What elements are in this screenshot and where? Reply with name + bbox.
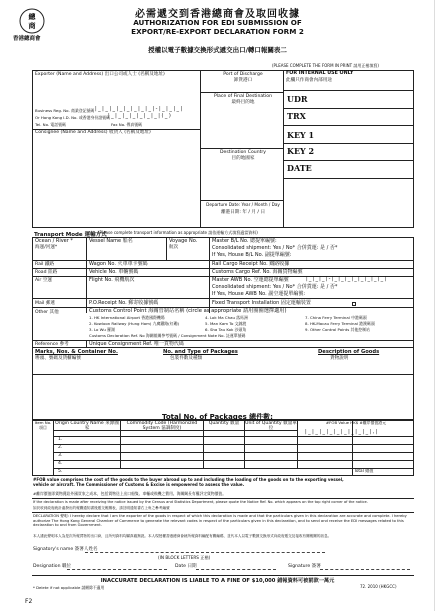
control-point-2[interactable]: 2. Kowloon Railway (Hung Hom) 九廣鐵路(紅磡) bbox=[89, 321, 179, 326]
departure-zh: 離港日期: 年 / 月 / 日 bbox=[220, 210, 266, 215]
divider bbox=[53, 460, 414, 461]
signatory-label: Signatory's name 簽署人姓名 bbox=[33, 547, 98, 552]
mail-label[interactable]: Mail 郵遞 bbox=[35, 301, 55, 306]
inaccurate-warning: INACCURATE DECLARATION IS LIABLE TO A FINE OF $10,000 錯報資料可被罰款一萬元 bbox=[100, 578, 335, 584]
page-code: F2 bbox=[25, 598, 33, 605]
svg-text:商: 商 bbox=[28, 21, 36, 30]
col-item: Item No. 項目 bbox=[34, 420, 52, 430]
destination-country-zh: 目的地國家 bbox=[231, 156, 255, 161]
col-unit: Unit of Quantity 數量單位 bbox=[245, 421, 297, 432]
business-reg-field[interactable]: |_|_|_|_|_|_|_|_|-|_|_|_| bbox=[95, 106, 184, 112]
fob-note: #FOB value comprises the cost of the goods to the buyer abroad up to and including the loading of the goods on to the exporting vessel, vehicle or aircraft. The Commissioner of Customs & Excise is empowered to assess the value. bbox=[33, 477, 344, 487]
control-point-label: Customs Control Point 海關管制站名稱 (circle as appropriate 請用圈圈選擇適用) bbox=[89, 308, 287, 314]
col-commodity: Commodity Code (Harmonized System 協調制度) bbox=[126, 421, 198, 432]
customs-cargo-label: Customs Cargo Ref. No. 海關貨物編號 bbox=[212, 269, 303, 275]
road-label[interactable]: Road 陸路 bbox=[35, 270, 58, 275]
date-sign-label: Date 日期 bbox=[175, 564, 197, 569]
divider bbox=[32, 575, 414, 576]
divider bbox=[200, 148, 283, 149]
subtitle-zh: 授權以電子數據交換形式遞交出口/轉口報關表二 bbox=[148, 46, 287, 54]
signature-line[interactable] bbox=[320, 569, 410, 570]
air-label[interactable]: Air 空運 bbox=[35, 278, 52, 283]
date-line[interactable] bbox=[196, 569, 276, 570]
vehicle-label: Vehicle No. 車輛號碼 bbox=[89, 269, 139, 275]
departure-label: Departure Date: Year / Month / Day bbox=[206, 202, 280, 207]
title-zh: 必需遞交到香港總商會及取回收據 bbox=[135, 9, 300, 20]
transport-note: (Please complete transport information as appropriate 請依運輸方式填寫適當資料) bbox=[98, 230, 258, 235]
destination-country-label: Destination Country bbox=[219, 150, 267, 155]
key1-label: KEY 1 bbox=[287, 130, 315, 140]
row-label: 1. bbox=[58, 437, 63, 442]
tel-label: Tel. No. 電話號碼 bbox=[35, 122, 66, 127]
hkid-label: Or Hong Kong I.D. No. 或香港身份證號碼 bbox=[35, 115, 110, 120]
designation-line[interactable] bbox=[67, 569, 167, 570]
transport-heading: Transport Mode 運輸方式 bbox=[34, 232, 107, 238]
voyage-zh: 航次 bbox=[169, 245, 179, 250]
divider bbox=[200, 200, 283, 201]
block-letters-label: (IN BLOCK LETTERS 正楷) bbox=[158, 555, 211, 560]
port-discharge-zh: 卸貨港口 bbox=[233, 78, 253, 83]
wagon-label: Wagon No. 火車車卡號碼 bbox=[89, 261, 148, 267]
divider bbox=[32, 347, 414, 348]
trx-label: TRX bbox=[287, 111, 306, 121]
ocean-zh: 海運/河運* bbox=[35, 245, 58, 250]
divider bbox=[283, 125, 414, 126]
rail-cargo-label: Rail Cargo Receipt No. 鐵路收據 bbox=[212, 261, 290, 267]
master-awb-label: Master AWB No. 空運總提單編號 bbox=[212, 277, 289, 283]
row-label: 3. bbox=[58, 453, 63, 458]
divider bbox=[53, 430, 297, 431]
other-label[interactable]: Other 其他 bbox=[35, 310, 59, 315]
exporter-label: Exporter (Name and Address) 出口公司或人士 (名稱及地址) bbox=[35, 72, 165, 77]
final-destination-label: Place of Final Destination bbox=[214, 94, 272, 99]
control-point-8[interactable]: 8. HK-Macau Ferry Terminal 港澳碼頭 bbox=[305, 321, 375, 326]
signature-label: Signature 簽署 bbox=[288, 564, 321, 569]
divider bbox=[32, 298, 414, 299]
final-destination-zh: 最終目的地 bbox=[231, 100, 255, 105]
fob-digit-boxes: |_|_|_|_|_|_|_|_|_|,| bbox=[305, 429, 380, 435]
business-reg-label: Business Reg. No. 商業登記號碼 bbox=[35, 108, 95, 113]
divider bbox=[86, 340, 87, 347]
control-point-3[interactable]: 3. Lo Wu 羅湖 bbox=[89, 327, 115, 332]
consignee-label: Consignee (Name and Address) 收貨人 (名稱及地址) bbox=[35, 130, 151, 135]
control-point-1[interactable]: 1. HK International Airport 香港國際機場 bbox=[89, 315, 165, 320]
fob-note-zh: #離岸價值即貨物賣給外國買家之成本，包括貨物送上出口船隻、車輛或飛機之費用。海關關長有權評定貨物價值。 bbox=[33, 491, 227, 496]
divider bbox=[283, 108, 414, 109]
notice-note-zh: 如於收到政府統計處發出的報關通知書後遞交報關表，請註明通知書右上角之參考編號 bbox=[33, 506, 170, 510]
title-en-line2: EXPORT/RE-EXPORT DECLARATION FORM 2 bbox=[131, 27, 304, 36]
description-zh: 貨物說明 bbox=[330, 356, 349, 361]
rail-label[interactable]: Rail 鐵路 bbox=[35, 262, 55, 267]
divider bbox=[200, 92, 283, 93]
col-origin: Origin Country Name 來源國家 bbox=[55, 421, 119, 432]
row-label: 5. bbox=[58, 469, 63, 474]
voyage-label: Voyage No. bbox=[169, 238, 198, 244]
packages-zh: 包裝件數及種類 bbox=[170, 356, 203, 361]
row-label: 4. bbox=[58, 461, 63, 466]
reference-label: Reference 參考 bbox=[35, 342, 69, 347]
total-value-label: Total 總值 bbox=[354, 468, 374, 473]
fax-label: Fax No. 傳真號碼 bbox=[111, 122, 143, 127]
unique-ref-label: Unique Consignment Ref. 唯一貨物代碼 bbox=[89, 341, 184, 347]
vessel-label: Vessel Name 船名 bbox=[89, 238, 133, 244]
internal-use-zh: 此欄只作商會內部用途 bbox=[286, 78, 332, 83]
po-receipt-label: P.O.Receipt No. 郵寄收據號碼 bbox=[89, 300, 159, 306]
divider bbox=[283, 160, 414, 161]
svg-text:總: 總 bbox=[28, 12, 36, 21]
port-discharge-label: Port of Discharge bbox=[223, 72, 263, 77]
master-awb-field[interactable]: |_|_|_|-|_|_|_|_|_|_|_|_| bbox=[306, 276, 388, 282]
delete-note: * Delete if not applicable 請刪除不適用 bbox=[33, 585, 105, 590]
divider bbox=[86, 237, 87, 313]
udr-label: UDR bbox=[287, 94, 308, 104]
consolidated-bl[interactable]: Consolidated shipment: Yes / No* 合併貨運: 是 / 否* bbox=[212, 245, 338, 251]
row-label: 2. bbox=[58, 445, 63, 450]
internal-use-label: FOR INTERNAL USE ONLY bbox=[286, 71, 354, 76]
consolidated-awb[interactable]: Consolidated shipment: Yes / No* 合併貨運: 是 / 否* bbox=[212, 284, 338, 290]
divider bbox=[200, 70, 201, 228]
declaration-zh: 本人謹此聲明本人為是次所報貨物的出口商，且所列資料均屬真確無訛。本人現授權香港總商會就所報資料編配有關編碼，並代本人以電子數據交換形式向政府遞交及接收有關報關的訊息。 bbox=[33, 534, 332, 538]
divider bbox=[53, 452, 414, 453]
divider bbox=[283, 178, 414, 179]
control-point-7[interactable]: 7. China Ferry Terminal 中港碼頭 bbox=[305, 315, 367, 320]
hkid-field[interactable]: |_|_|_|_|_|_|_|(_) bbox=[108, 113, 173, 119]
control-point-9[interactable]: 9. Other Control Points 其他控制站 bbox=[305, 327, 370, 332]
total-packages-label: Total No. of Packages 總件數: bbox=[162, 413, 273, 421]
divider bbox=[32, 498, 414, 499]
divider bbox=[283, 70, 284, 228]
master-bl-label: Master B/L No. 總提單編號: bbox=[212, 238, 277, 244]
declaration-text: DECLARATION 聲明: I hereby declare that I am the exporter of the goods in respect of which this declaration is made and that the particulars given in this declaration are accurate and complete. I hereby authorize The Hong Kong General Chamber of Commerce to generate the relevant codes in respect of the particulars given in this declaration, and to send and receive the EDI messages related to this declaration to and from Government. bbox=[33, 514, 407, 528]
fixed-transport-label: Fixed Transport Installation 固定運輸裝置 bbox=[212, 300, 311, 306]
ocean-label[interactable]: Ocean / River * bbox=[35, 238, 73, 244]
divider bbox=[166, 237, 167, 260]
divider bbox=[209, 237, 210, 313]
house-bl-label: If Yes, House B/L No. 副提單編號: bbox=[212, 252, 292, 258]
declaration-ref-label: Customs Declaration Ref. No 海關報關參考號碼 / Consignment Note No. 託運單號碼 bbox=[89, 333, 246, 338]
notice-note: If the declaration is made after receiving the notice issued by the Census and Statistics Department, please quote the Notice Ref. No. which appears on the top right corner of the notice. bbox=[33, 500, 368, 504]
divider bbox=[283, 90, 414, 91]
packages-label: No. and Type of Packages bbox=[163, 349, 238, 355]
divider bbox=[53, 444, 414, 445]
col-fob: #FOB Value HK$ #離岸價值港元 bbox=[325, 420, 387, 425]
divider bbox=[32, 512, 414, 513]
form-code: 72. 2010 (HKGCC) bbox=[360, 584, 397, 589]
divider bbox=[283, 143, 414, 144]
complete-note: (PLEASE COMPLETE THE FORM IN PRINT 請用正楷填寫) bbox=[272, 63, 379, 68]
col-quantity: Quantity 數量 bbox=[208, 421, 240, 426]
marks-zh: 嘜頭、號碼及貨櫃編號 bbox=[35, 356, 81, 361]
date-label: DATE bbox=[287, 163, 312, 173]
description-label: Description of Goods bbox=[318, 349, 380, 355]
logo-caption: 香港總商會 bbox=[13, 36, 41, 42]
control-point-5[interactable]: 5. Man Kam To 文錦渡 bbox=[205, 321, 247, 326]
house-awb-label: If Yes, House AWB No. 副空運提單編號: bbox=[212, 291, 306, 297]
title-en-line1: AUTHORIZATION FOR EDI SUBMISSION OF bbox=[133, 18, 302, 27]
control-point-6[interactable]: 6. Sha Tau Kok 沙頭角 bbox=[205, 327, 247, 332]
marks-label: Marks, Nos. & Container No. bbox=[35, 349, 118, 355]
divider bbox=[53, 436, 414, 437]
flight-label: Flight No. 飛機航次 bbox=[89, 277, 135, 283]
designation-label: Designation 職位 bbox=[33, 564, 72, 569]
key2-label: KEY 2 bbox=[287, 146, 315, 156]
fixed-transport-checkbox[interactable] bbox=[352, 302, 356, 306]
control-point-4[interactable]: 4. Lok Ma Chau 落馬洲 bbox=[205, 315, 248, 320]
signatory-line[interactable] bbox=[85, 552, 325, 553]
